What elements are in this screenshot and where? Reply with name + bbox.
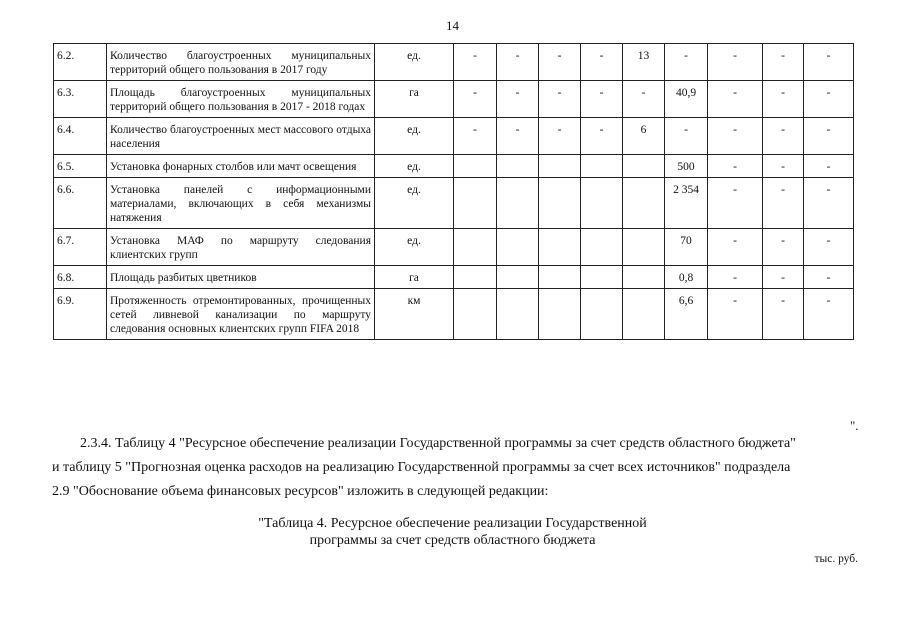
value-cell [539,289,581,340]
value-cell: - [804,118,854,155]
value-cell: - [539,81,581,118]
value-cell: - [708,44,763,81]
table-row [54,289,854,340]
amendment-paragraph [52,432,858,504]
value-cell [581,266,623,289]
value-cell: - [539,44,581,81]
indicators-table [53,43,854,340]
value-cell: - [763,178,804,229]
table-title-line: программы за счет средств областного бюджета [309,533,596,548]
value-cell [454,178,497,229]
paragraph-line: 2.9 "Обоснование объема финансовых ресурсов" изложить в следующей редакции: [52,484,549,499]
unit-cell: ед. [375,178,454,229]
value-cell: - [804,266,854,289]
value-cell: - [665,44,708,81]
row-number: 6.4. [54,118,107,155]
value-cell [581,178,623,229]
value-cell [623,266,665,289]
value-cell: - [708,229,763,266]
paragraph-line: 2.3.4. Таблицу 4 "Ресурсное обеспечение реализации Государственной программы за счет средств областного бюджета" [80,436,796,451]
table-row [54,155,854,178]
value-cell: - [804,229,854,266]
value-cell [581,155,623,178]
value-cell [497,178,539,229]
unit-cell: га [375,81,454,118]
value-cell: 40,9 [665,81,708,118]
value-cell [539,155,581,178]
value-cell: - [581,44,623,81]
value-cell: - [804,81,854,118]
value-cell: 70 [665,229,708,266]
value-cell: - [581,118,623,155]
indicator-name: Установка фонарных столбов или мачт освещения [107,155,375,178]
indicator-name: Установка панелей с информационными материалами, включающих в себя механизмы натяжения [107,178,375,229]
value-cell: 13 [623,44,665,81]
unit-cell: ед. [375,229,454,266]
value-cell: - [763,81,804,118]
value-cell [623,229,665,266]
value-cell: - [763,155,804,178]
table-row [54,44,854,81]
value-cell: - [454,81,497,118]
value-cell: - [708,155,763,178]
value-cell: - [804,44,854,81]
value-cell: - [665,118,708,155]
value-cell [497,155,539,178]
table-row [54,118,854,155]
value-cell: 6 [623,118,665,155]
value-cell: - [708,289,763,340]
value-cell: - [497,81,539,118]
value-cell: - [708,266,763,289]
value-cell: - [581,81,623,118]
units-label: тыс. руб. [814,553,858,565]
table-title [0,515,905,549]
row-number: 6.6. [54,178,107,229]
table-row [54,229,854,266]
table-row [54,178,854,229]
value-cell: - [804,155,854,178]
row-number: 6.5. [54,155,107,178]
value-cell: - [763,118,804,155]
indicator-name: Площадь благоустроенных муниципальных территорий общего пользования в 2017 - 2018 годах [107,81,375,118]
closing-quote: ". [850,418,859,433]
value-cell: - [708,118,763,155]
paragraph-line: и таблицу 5 "Прогнозная оценка расходов на реализацию Государственной программы за счет всех источников" подраздела [52,460,791,475]
value-cell: 6,6 [665,289,708,340]
unit-cell: км [375,289,454,340]
row-number: 6.2. [54,44,107,81]
value-cell: - [804,289,854,340]
indicator-name: Протяженность отремонтированных, прочищенных сетей ливневой канализации по маршруту следования основных клиентских групп FIFA 2018 [107,289,375,340]
value-cell [623,178,665,229]
value-cell: - [454,118,497,155]
value-cell [581,289,623,340]
unit-cell: га [375,266,454,289]
value-cell: - [763,229,804,266]
value-cell [454,266,497,289]
value-cell [539,229,581,266]
value-cell: - [708,178,763,229]
value-cell [497,289,539,340]
table-title-line: "Таблица 4. Ресурсное обеспечение реализации Государственной [258,516,647,531]
page-number: 14 [446,18,459,33]
indicator-name: Количество благоустроенных мест массового отдыха населения [107,118,375,155]
row-number: 6.8. [54,266,107,289]
value-cell: - [497,118,539,155]
value-cell: - [763,44,804,81]
row-number: 6.7. [54,229,107,266]
value-cell [581,229,623,266]
row-number: 6.9. [54,289,107,340]
value-cell [623,289,665,340]
value-cell [623,155,665,178]
value-cell [539,178,581,229]
unit-cell: ед. [375,155,454,178]
value-cell [539,266,581,289]
row-number: 6.3. [54,81,107,118]
value-cell: 2 354 [665,178,708,229]
indicator-name: Установка МАФ по маршруту следования клиентских групп [107,229,375,266]
value-cell: 0,8 [665,266,708,289]
unit-cell: ед. [375,44,454,81]
table-row [54,266,854,289]
value-cell [454,289,497,340]
value-cell: - [454,44,497,81]
value-cell: - [708,81,763,118]
value-cell: - [763,289,804,340]
value-cell: - [623,81,665,118]
value-cell [497,266,539,289]
unit-cell: ед. [375,118,454,155]
indicator-name: Площадь разбитых цветников [107,266,375,289]
table-row [54,81,854,118]
value-cell: - [804,178,854,229]
value-cell [454,155,497,178]
value-cell: - [763,266,804,289]
value-cell: - [497,44,539,81]
value-cell: 500 [665,155,708,178]
value-cell [454,229,497,266]
value-cell: - [539,118,581,155]
indicator-name: Количество благоустроенных муниципальных территорий общего пользования в 2017 году [107,44,375,81]
value-cell [497,229,539,266]
